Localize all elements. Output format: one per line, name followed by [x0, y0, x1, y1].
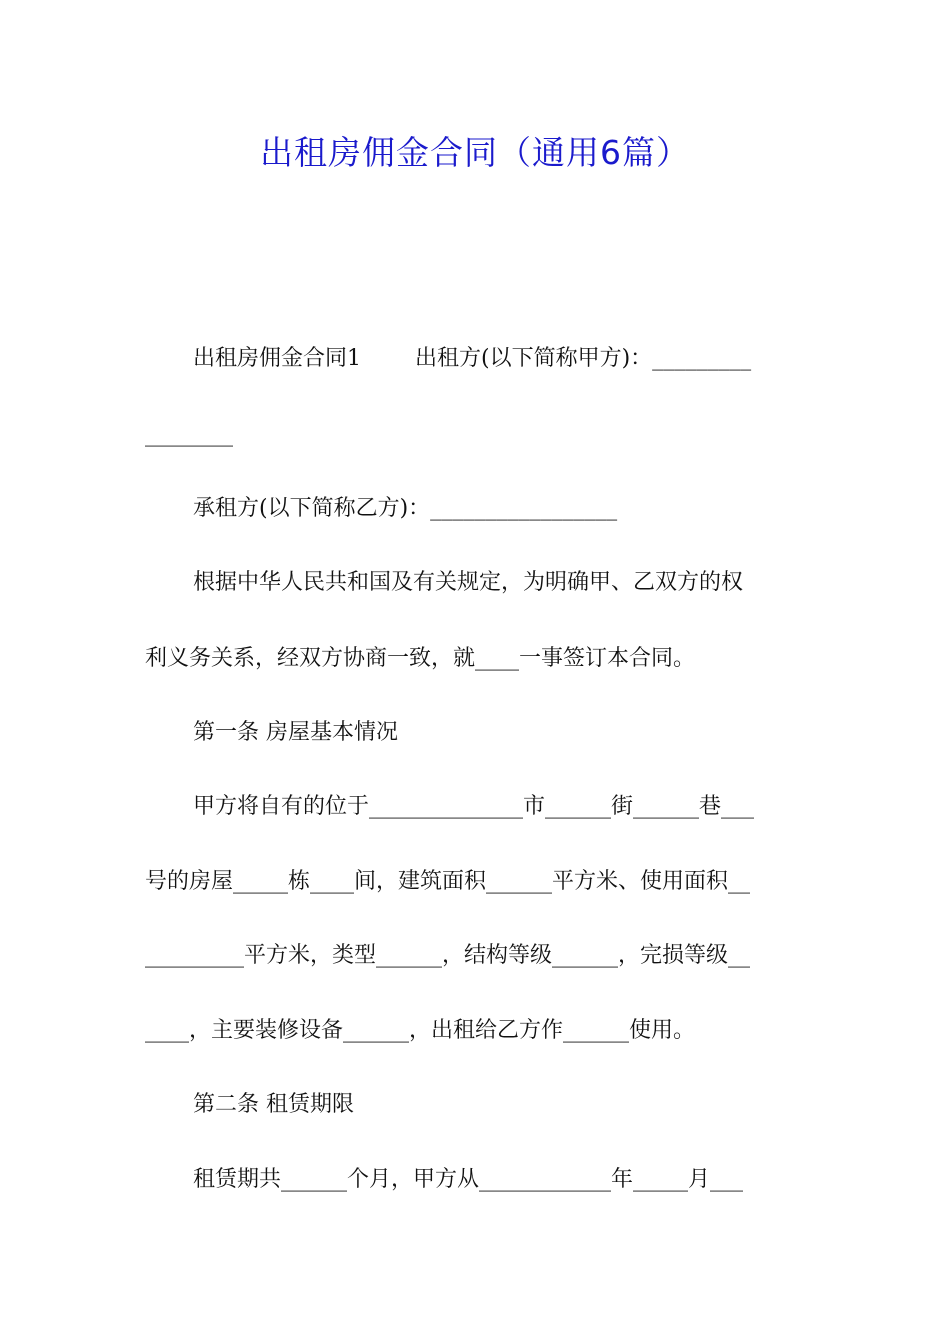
paragraph-line	[193, 344, 810, 374]
paragraph-line: ____，主要装修设备______，出租给乙方作______使用。	[145, 1018, 696, 1043]
lessee-field: 承租方(以下简称乙方)：_________________	[193, 496, 618, 521]
document-title: 出租房佣金合同（通用6篇）	[260, 133, 690, 172]
section-heading: 第一条 房屋基本情况	[193, 720, 398, 745]
lessor-field: 出租方(以下简称甲方)：_________	[415, 346, 752, 371]
paragraph-line: ________	[145, 422, 233, 447]
paragraph-line: _________平方米，类型______，结构等级______，完损等级__	[145, 943, 751, 968]
section-heading: 第二条 租赁期限	[193, 1092, 354, 1117]
paragraph-line: 号的房屋_____栋____间，建筑面积______平方米、使用面积__	[145, 869, 751, 894]
paragraph-line: 利义务关系，经双方协商一致，就____一事签订本合同。	[145, 646, 696, 671]
paragraph-line: 租赁期共______个月，甲方从____________年_____月___	[193, 1167, 744, 1192]
paragraph-line: 根据中华人民共和国及有关规定，为明确甲、乙双方的权	[193, 570, 744, 595]
paragraph-line: 甲方将自有的位于______________市______街______巷___	[193, 794, 755, 819]
contract-number-label: 出租房佣金合同1	[193, 346, 361, 371]
